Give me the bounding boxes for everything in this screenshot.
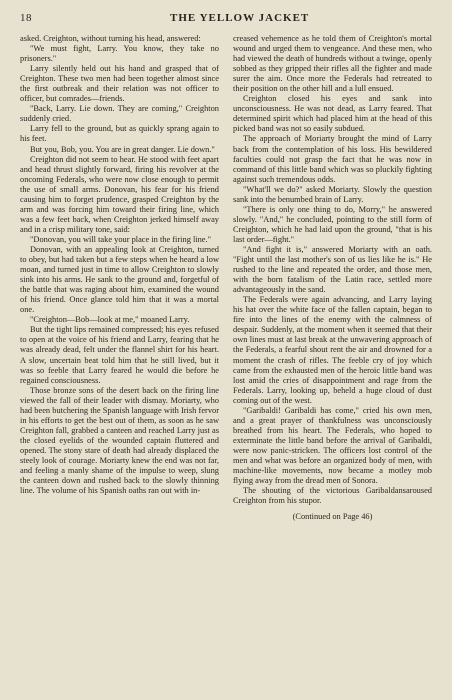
right-column — [233, 34, 432, 694]
paragraph: The Federals were again advancing, and Larry laying his hat over the white face of the fallen captain, began to fire into the lines of the enemy with the calmness of despair. Suddenly, at the moment when it seemed that their own lines must at last break at the unwavering approach of the Federals, a fearful shout rent the air and drowned for a moment the crash of rifles. The feeble cry of joy which came from the exhausted men of the heroic little band was lost amid the cries of disappointment and rage from the Federals. Larry, looking up, beheld a huge cloud of dust coming out of the west. — [233, 295, 432, 405]
page-header — [20, 12, 432, 32]
paragraph: But you, Bob, you. You are in great danger. Lie down." — [30, 144, 215, 154]
page-number: 18 — [20, 12, 32, 24]
paragraph: The shouting of the victorious Garibaldansaroused Creighton from his stupor. — [233, 486, 432, 506]
paragraph: Those bronze sons of the desert back on the firing line viewed the fall of their leader with dismay. Moriarty, who had been butchering the Spanish language with Irish fervor in his efforts to get the best out of them, as soon as he saw Creighton fall, grabbed a canteen and reached Larry just as the closed eyelids of the wounded captain fluttered and opened. The stony stare of death had already displaced the steely look of courage. Moriarty knew the end was not far, and feeling a manly shame of the impulse to weep, slung the canteen down and rushed back to the slowly thinning line. The volume of his Spanish oaths ran out with in- — [20, 385, 219, 496]
paragraph: Larry fell to the ground, but as quickly sprang again to his feet. — [20, 124, 219, 144]
text-columns — [20, 34, 432, 694]
left-column — [20, 34, 219, 694]
paragraph: creased vehemence as he told them of Creighton's mortal wound and urged them to vengeance. And these men, who had viewed the death of hundreds without a twinge, openly sobbed as they gripped their rifles all the fighter and made surer the aim. Once more the Federals had retreated to their position on the other hill and a lull ensued. — [233, 34, 432, 94]
continued-note: (Continued on Page 46) — [292, 512, 373, 522]
paragraph: "And fight it is," answered Moriarty with an oath. "Fight until the last mother's son of us lies like he is." He rushed to the line and repeated the order, and those men, with the born fatalism of the Latin race, settled more advantageously in the sand. — [233, 244, 432, 295]
paragraph: Creighton closed his eyes and sank into unconsciousness. He was not dead, as Larry feared. That determined spirit which had placed him at the head of this picked band was not so easily subdued. — [233, 94, 432, 134]
paragraph: "Garibaldi! Garibaldi has come," cried his own men, and a great prayer of thankfulness was unconsciously breathed from his heart. The Federals, who hoped to exterminate the little band before the arrival of Garibaldi, were now panic-stricken. The officers lost control of the men and what was before an organized body of men, with machine-like movements, now became a motley mob flying away from the dread men of Sonora. — [233, 405, 432, 486]
paragraph: The approach of Moriarty brought the mind of Larry back from the contemplation of his loss. His bewildered faculties could not grasp the fact that he was now in command of this little band which was so pluckily fighting against such tremendous odds. — [233, 134, 432, 184]
paragraph: "We must fight, Larry. You know, they take no prisoners." — [20, 44, 219, 64]
paragraph: Creighton did not seem to hear. He stood with feet apart and head thrust slightly forward, firing his revolver at the oncoming Federals, who were now close enough to permit the use of small arms. Donovan, his fear for his friend causing him to forget prudence, grasped Creighton by the arm and was forcing him toward their firing line, which was a few feet back, when Creighton jerked himself away and in a crisp military tone, said: — [20, 154, 219, 234]
paragraph: "Back, Larry. Lie down. They are coming," Creighton suddenly cried. — [20, 104, 219, 124]
paragraph: Larry silently held out his hand and grasped that of Creighton. These two men had been together almost since the first outbreak and their relation was not officer to officer, but comrades—friends. — [20, 64, 219, 104]
paragraph: Donovan, with an appealing look at Creighton, turned to obey, but had taken but a few steps when he heard a low moan, and turned just in time to allow Creighton to slowly sink into his arms. He sank to the ground and, forgetful of the battle that was raging about him, examined the wound of his friend. Once glance told him that it was a mortal one. — [20, 244, 219, 315]
paragraph: asked. Creighton, without turning his head, answered: — [20, 34, 201, 43]
magazine-title: THE YELLOW JACKET — [170, 12, 310, 24]
paragraph: "Creighton—Bob—look at me," moaned Larry. — [30, 315, 190, 325]
paragraph: "What'll we do?" asked Moriarty. Slowly the question sank into the benumbed brain of Larry. — [233, 184, 432, 204]
paragraph: But the tight lips remained compressed; his eyes refused to open at the voice of his friend and Larry, fearing that he was already dead, felt under the flannel shirt for his heart. A slow, uncertain beat told him that he still lived, but it was so feeble that Larry feared he would die before he regained consciousness. — [20, 325, 219, 385]
paragraph: "There is only one thing to do, Morry," he answered slowly. "And," he concluded, pointing to the still form of Creighton, which he had laid upon the ground, "that is his last order—fight." — [233, 204, 432, 244]
paragraph: "Donovan, you will take your place in the firing line." — [30, 234, 212, 244]
